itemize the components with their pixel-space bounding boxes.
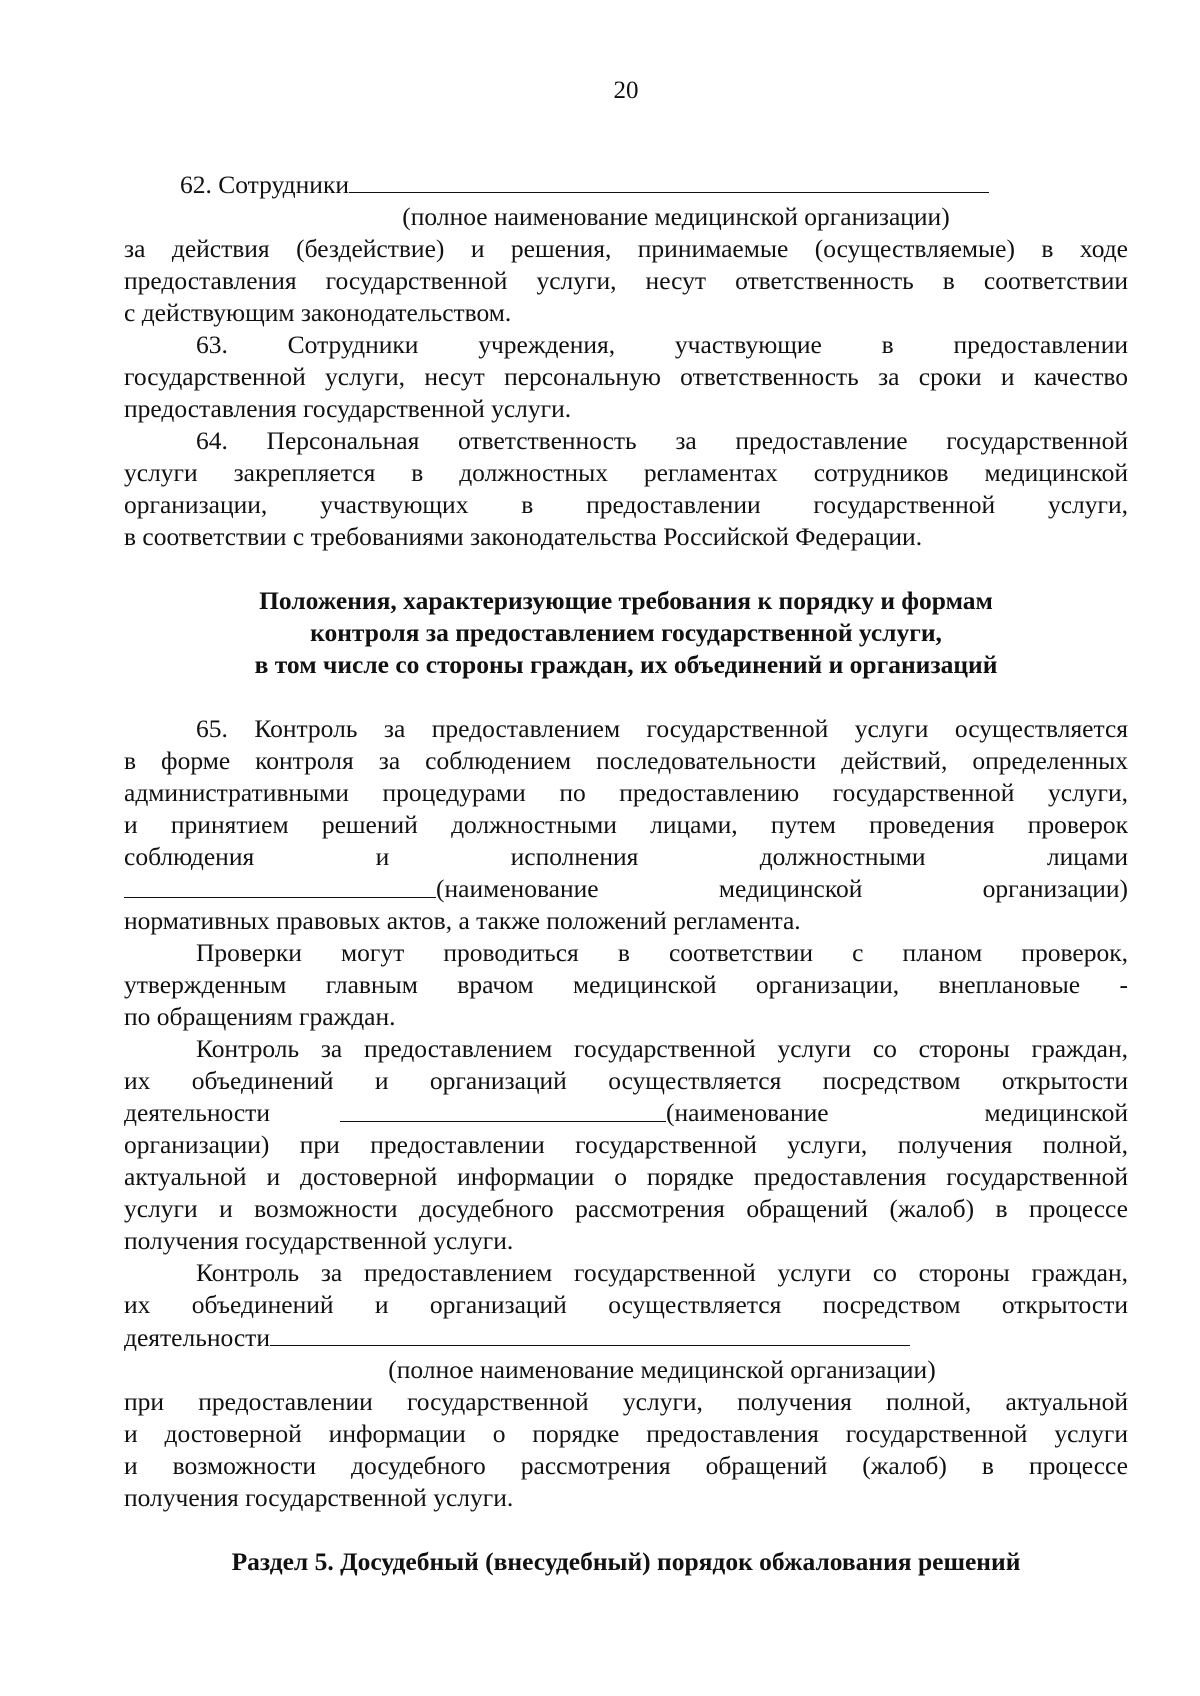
heading-line-1: Положения, характеризующие требования к порядку и формам xyxy=(259,586,993,615)
control1-line-5: актуальной и достоверной информации о порядке предоставления государственной xyxy=(124,1162,1128,1191)
p63-line-1: 63. Сотрудники учреждения, участвующие в предоставлении xyxy=(196,330,1128,359)
p64-line-4: в соответствии с требованиями законодательства Российской Федерации. xyxy=(124,522,923,551)
control2-line-4: при предоставлении государственной услуги, получения полной, актуальной xyxy=(124,1387,1128,1416)
control2-line-7: получения государственной услуги. xyxy=(124,1483,514,1512)
blank-line xyxy=(270,1321,910,1346)
control2-line-6: и возможности досудебного рассмотрения обращений (жалоб) в процессе xyxy=(124,1451,1128,1480)
paragraph-62 xyxy=(124,168,1128,329)
p62-lead: 62. Сотрудники xyxy=(180,170,349,199)
control1-line-2: их объединений и организаций осуществляется посредством открытости xyxy=(124,1066,1128,1095)
paragraph-63 xyxy=(124,329,1128,425)
section-heading xyxy=(124,585,1128,681)
control2-line-2: их объединений и организаций осуществляется посредством открытости xyxy=(124,1290,1128,1319)
p62-line-1: за действия (бездействие) и решения, принимаемые (осуществляемые) в ходе xyxy=(124,234,1128,263)
heading-line-3: в том числе со стороны граждан, их объединений и организаций xyxy=(254,650,998,679)
p65-last-line: нормативных правовых актов, а также положений регламента. xyxy=(124,906,801,935)
p65-line-1: 65. Контроль за предоставлением государственной услуги осуществляется xyxy=(196,714,1128,743)
checks-line-2: утвержденным главным врачом медицинской организации, внеплановые - xyxy=(124,970,1128,999)
blank-line xyxy=(124,873,436,898)
paragraph-65 xyxy=(124,713,1128,937)
p62-line-3: с действующим законодательством. xyxy=(124,298,512,327)
p64-line-3: организации, участвующих в предоставлении государственной услуги, xyxy=(124,490,1128,519)
blank-line xyxy=(340,1097,666,1122)
section-5-heading: Раздел 5. Досудебный (внесудебный) порядок обжалования решений xyxy=(231,1547,1021,1576)
p64-line-1: 64. Персональная ответственность за предоставление государственной xyxy=(196,426,1128,455)
control1-line-4: организации) при предоставлении государственной услуги, получения полной, xyxy=(124,1130,1128,1159)
control2-line3-head: деятельности xyxy=(124,1323,270,1352)
control1-line-7: получения государственной услуги. xyxy=(124,1226,514,1255)
paragraph-control-1 xyxy=(124,1033,1128,1257)
p65-line-2: в форме контроля за соблюдением последовательности действий, определенных xyxy=(124,746,1128,775)
control1-line-6: услуги и возможности досудебного рассмотрения обращений (жалоб) в процессе xyxy=(124,1194,1128,1223)
p63-line-2: государственной услуги, несут персональную ответственность за сроки и качество xyxy=(124,362,1128,391)
heading-line-2: контроля за предоставлением государственной услуги, xyxy=(310,618,942,647)
paragraph-control-2 xyxy=(124,1257,1128,1514)
caption-org-name: (полное наименование медицинской организации) xyxy=(402,202,950,231)
p62-line-2: предоставления государственной услуги, несут ответственность в соответствии xyxy=(124,266,1128,295)
control1-line-1: Контроль за предоставлением государственной услуги со стороны граждан, xyxy=(196,1034,1128,1063)
control2-line-1: Контроль за предоставлением государственной услуги со стороны граждан, xyxy=(196,1258,1128,1287)
p63-line-3: предоставления государственной услуги. xyxy=(124,394,572,423)
paragraph-checks xyxy=(124,937,1128,1033)
control1-line3-tail: (наименование медицинской xyxy=(666,1098,1128,1127)
document-body xyxy=(124,168,1128,1578)
blank-line xyxy=(349,168,989,193)
control1-line3-head: деятельности xyxy=(124,1098,270,1127)
control2-line-5: и достоверной информации о порядке предоставления государственной услуги xyxy=(124,1419,1128,1448)
p65-blank-tail: (наименование медицинской организации) xyxy=(436,874,1128,903)
checks-line-1: Проверки могут проводиться в соответствии с планом проверок, xyxy=(196,938,1128,967)
document-page xyxy=(124,0,1128,1696)
p64-line-2: услуги закрепляется в должностных регламентах сотрудников медицинской xyxy=(124,458,1128,487)
caption-org-name-2: (полное наименование медицинской организации) xyxy=(388,1355,936,1384)
p65-line-5: соблюдения и исполнения должностными лицами xyxy=(124,842,1128,871)
p65-line-4: и принятием решений должностными лицами, путем проведения проверок xyxy=(124,810,1128,839)
page-number: 20 xyxy=(613,77,639,104)
p65-line-3: административными процедурами по предоставлению государственной услуги, xyxy=(124,778,1128,807)
checks-line-3: по обращениям граждан. xyxy=(124,1002,396,1031)
paragraph-64 xyxy=(124,425,1128,553)
